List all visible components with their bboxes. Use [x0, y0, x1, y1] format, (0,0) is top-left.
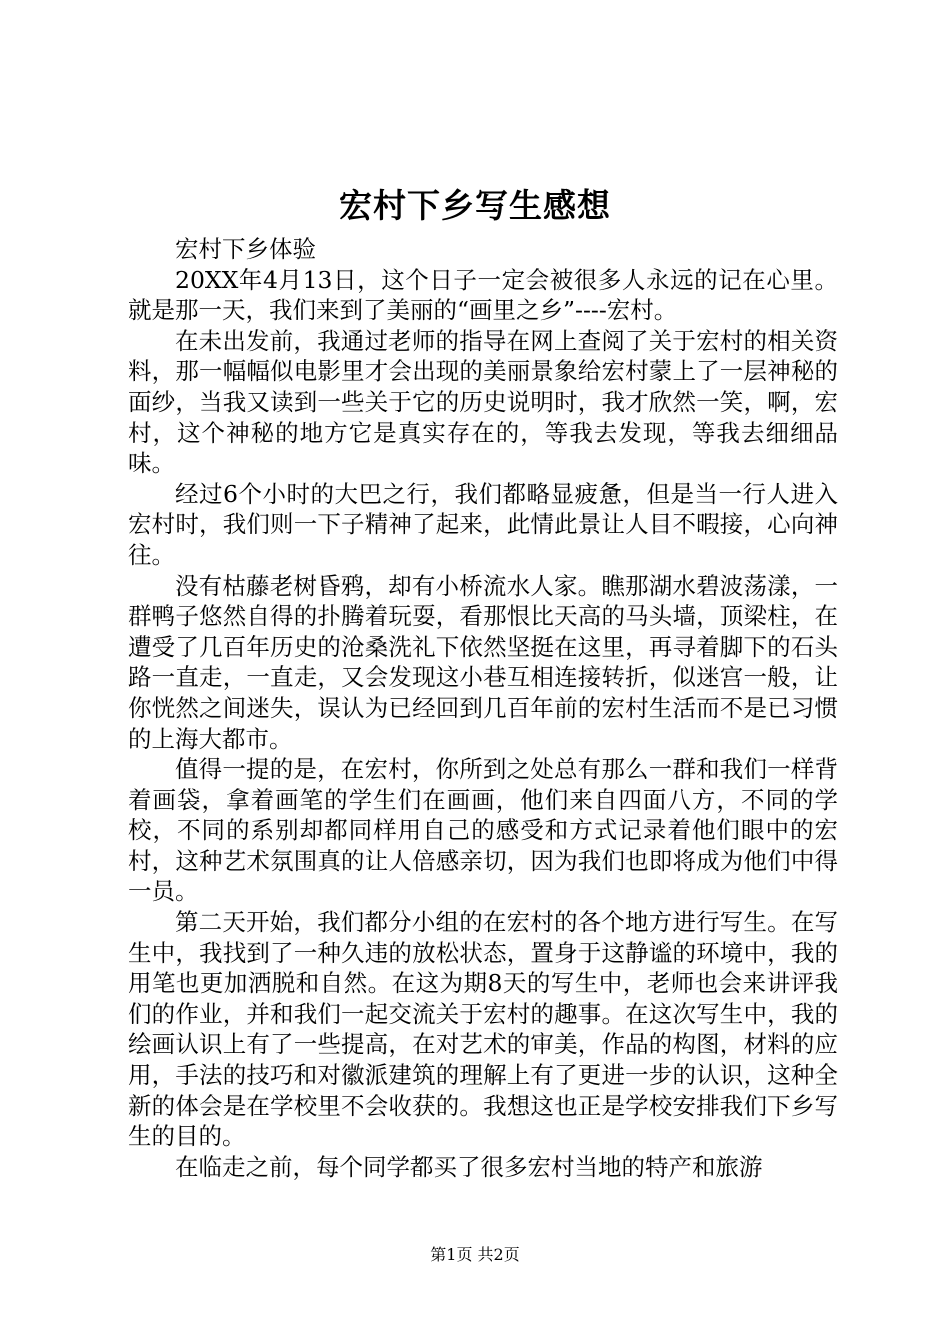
document-title: 宏村下乡写生感想 — [339, 186, 611, 225]
paragraph: 值得一提的是，在宏村，你所到之处总有那么一群和我们一样背着画袋，拿着画笔的学生们在画画，他们来自四面八方，不同的学校，不同的系别却都同样用自己的感受和方式记录着他们眼中的宏村，这种艺术氛围真的让人倍感亲切，因为我们也即将成为他们中得一员。 — [128, 755, 838, 906]
page-number-footer: 第1页 共2页 — [430, 1245, 520, 1264]
paragraph-subtitle: 宏村下乡体验 — [175, 235, 316, 263]
paragraph: 在临走之前，每个同学都买了很多宏村当地的特产和旅游 — [175, 1152, 763, 1181]
paragraph: 在未出发前，我通过老师的指导在网上查阅了关于宏村的相关资料，那一幅幅似电影里才会出现的美丽景象给宏村蒙上了一层神秘的面纱，当我又读到一些关于它的历史说明时，我才欣然一笑，啊，宏村，这个神秘的地方它是真实存在的，等我去发现，等我去细细品味。 — [128, 326, 838, 478]
paragraph: 20XX年4月13日，这个日子一定会被很多人永远的记在心里。就是那一天，我们来到了美丽的“画里之乡”----宏村。 — [128, 265, 838, 325]
paragraph: 没有枯藤老树昏鸦，却有小桥流水人家。瞧那湖水碧波荡漾，一群鸭子悠然自得的扑腾着玩耍，看那恨比天高的马头墙，顶梁柱，在遭受了几百年历史的沧桑洗礼下依然坚挺在这里，再寻着脚下的石头路一直走，一直走，又会发现这小巷互相连接转折，似迷宫一般，让你恍然之间迷失，误认为已经回到几百年前的宏村生活而不是已习惯的上海大都市。 — [128, 571, 838, 753]
paragraph: 经过6个小时的大巴之行，我们都略显疲惫，但是当一行人进入宏村时，我们则一下子精神了起来，此情此景让人目不暇接，心向神往。 — [128, 479, 838, 569]
document-body — [128, 234, 838, 1182]
paragraph: 第二天开始，我们都分小组的在宏村的各个地方进行写生。在写生中，我找到了一种久违的放松状态，置身于这静谧的环境中，我的用笔也更加洒脱和自然。在这为期8天的写生中，老师也会来讲评我们的作业，并和我们一起交流关于宏村的趣事。在这次写生中，我的绘画认识上有了一些提高，在对艺术的审美，作品的构图，材料的应用，手法的技巧和对徽派建筑的理解上有了更进一步的认识，这种全新的体会是在学校里不会收获的。我想这也正是学校安排我们下乡写生的目的。 — [128, 908, 838, 1151]
